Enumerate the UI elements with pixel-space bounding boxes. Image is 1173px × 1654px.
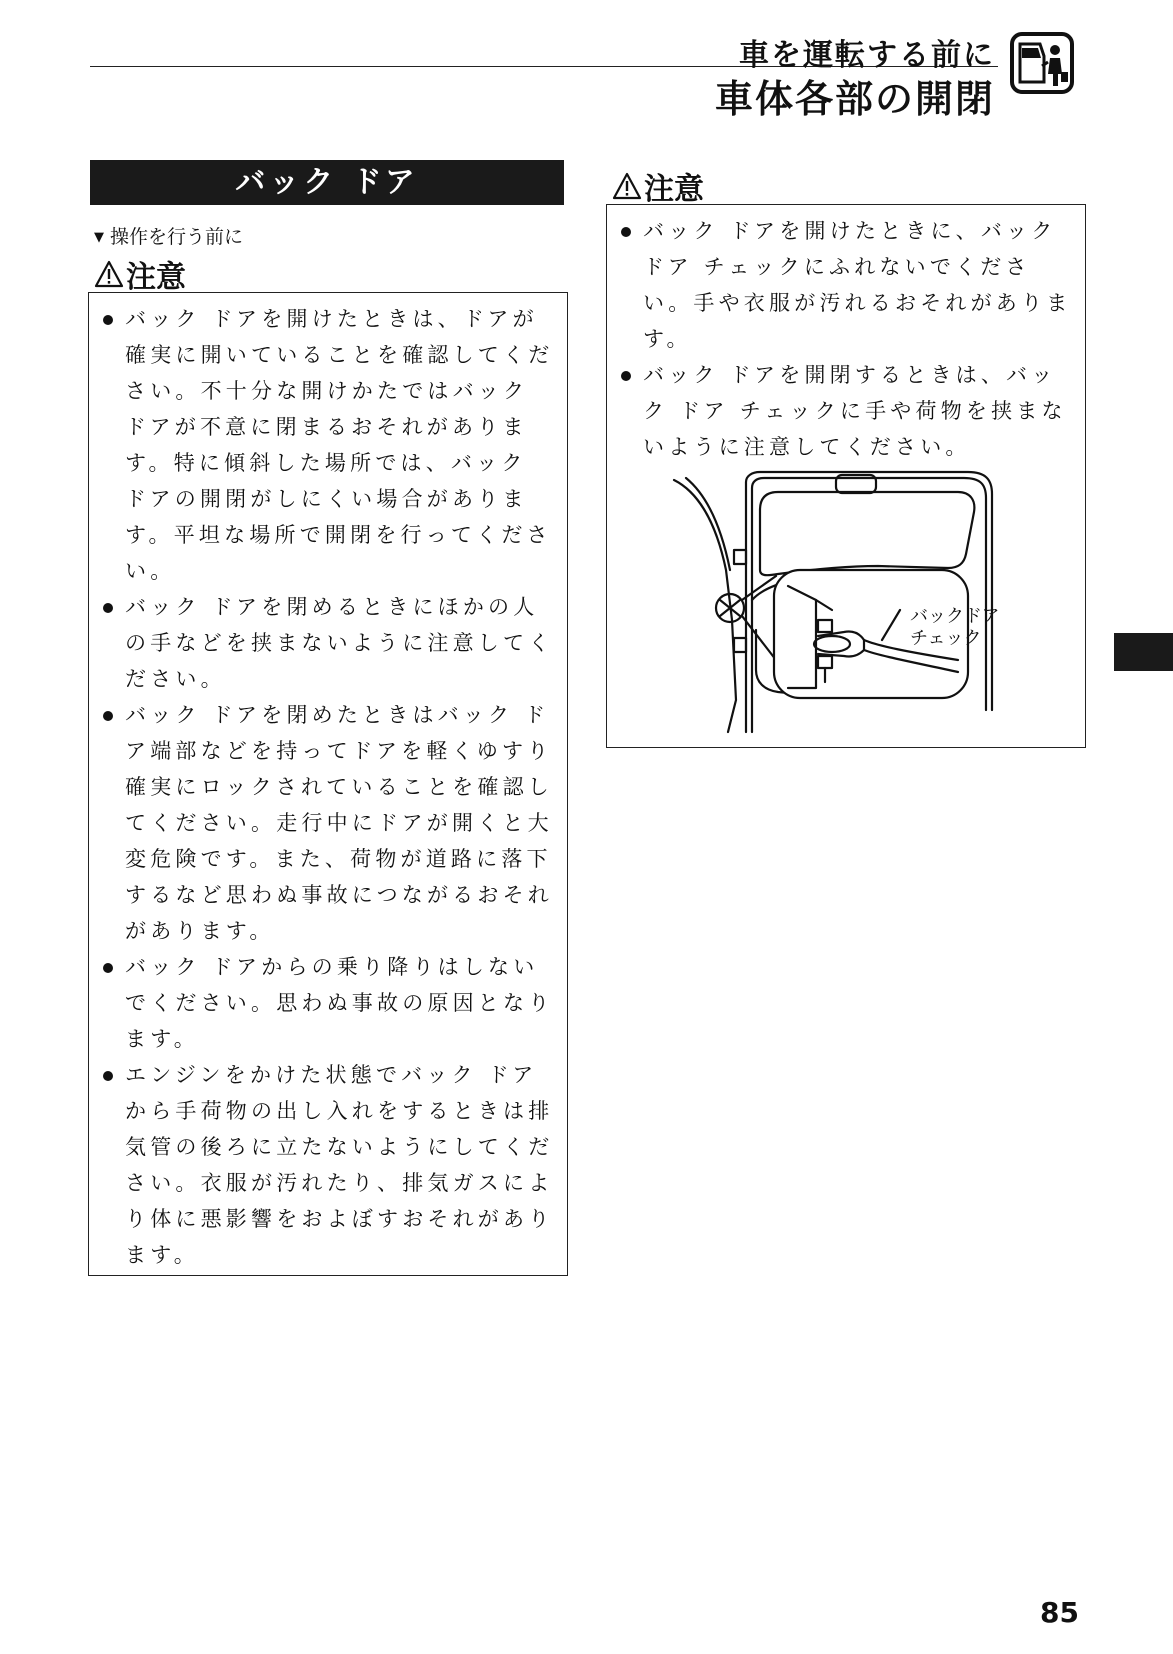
page-number: 85	[1040, 1596, 1079, 1629]
caution-item-text: バック ドアを開閉するときは、バック ドア チェックに手や荷物を挟まないように注意してください。	[643, 363, 1067, 459]
bullet-icon	[621, 371, 631, 381]
subheading-label: 操作を行う前に	[110, 226, 244, 248]
caution-item	[89, 949, 557, 1057]
bullet-icon	[621, 227, 631, 237]
section-title: 車体各部の開閉	[714, 77, 995, 121]
bullet-icon	[103, 315, 113, 325]
person-opening-vehicle-door-icon	[1010, 32, 1074, 94]
caution-item-text: エンジンをかけた状態でバック ドアから手荷物の出し入れをするときは排気管の後ろに立たないようにしてください。衣服が汚れたり、排気ガスにより体に悪影響をおよぼすおそれがあります。	[125, 1063, 554, 1267]
left-caution-title	[94, 252, 186, 296]
left-caution-title-label: 注意	[126, 260, 186, 295]
chapter-title: 車を運転する前に	[739, 38, 995, 73]
caution-item-text: バック ドアからの乗り降りはしないでください。思わぬ事故の原因となります。	[125, 955, 554, 1051]
right-caution-title	[612, 164, 704, 208]
bullet-icon	[103, 1071, 113, 1081]
caution-item	[89, 1057, 557, 1273]
caution-item	[89, 589, 557, 697]
caution-item-text: バック ドアを閉めるときにほかの人の手などを挟まないように注意してください。	[125, 595, 554, 691]
caution-item	[607, 213, 1077, 357]
caution-item	[607, 357, 1077, 465]
caution-item	[89, 301, 557, 589]
caution-item-text: バック ドアを閉めたときはバック ドア端部などを持ってドアを軽くゆすり確実にロックされていることを確認してください。走行中にドアが開くと大変危険です。また、荷物が道路に落下するなど思わぬ事故につながるおそれがあります。	[125, 703, 553, 943]
caution-item	[89, 697, 557, 949]
caution-item-text: バック ドアを開けたときは、ドアが確実に開いていることを確認してください。不十分な開けかたではバック ドアが不意に閉まるおそれがあります。特に傾斜した場所では、バック ドアの開閉がしにくい場合があります。平坦な場所で開閉を行ってください。	[125, 307, 554, 583]
left-caution-list	[89, 301, 557, 1273]
bullet-icon	[103, 603, 113, 613]
chapter-edge-tab	[1114, 633, 1173, 671]
warning-icon	[612, 172, 642, 200]
caution-item-text: バック ドアを開けたときに、バック ドア チェックにふれないでください。手や衣服が汚れるおそれがあります。	[643, 219, 1072, 351]
right-caution-list	[607, 213, 1077, 465]
right-caution-title-label: 注意	[644, 172, 704, 207]
bullet-icon	[103, 963, 113, 973]
subheading	[94, 222, 243, 249]
diagram-label-line1: バックドア	[910, 606, 1000, 627]
warning-icon	[94, 260, 124, 288]
main-heading: バック ドア	[90, 160, 564, 205]
left-caution-box	[88, 292, 568, 1276]
bullet-icon	[103, 711, 113, 721]
back-door-check-illustration	[668, 470, 1074, 740]
triangle-down-icon: ▼	[94, 230, 104, 245]
diagram-label-line2: チェック	[910, 628, 982, 649]
